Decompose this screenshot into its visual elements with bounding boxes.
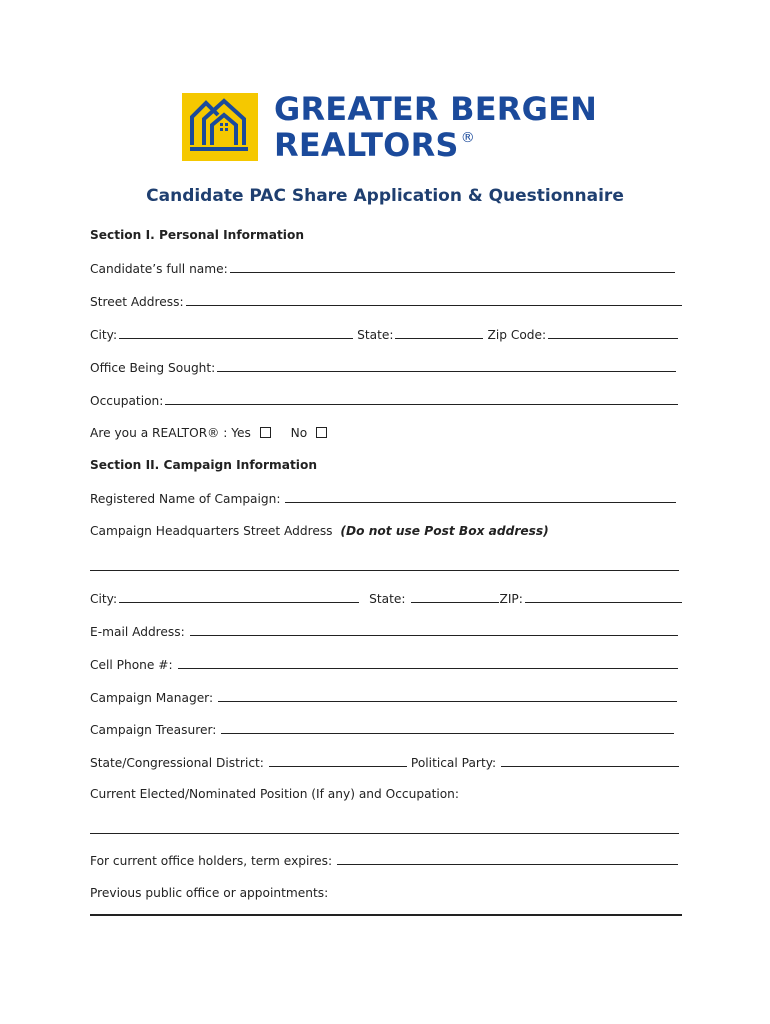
term-field[interactable] <box>337 853 678 865</box>
treasurer-label: Campaign Treasurer: <box>90 723 217 737</box>
treasurer-field[interactable] <box>221 722 674 734</box>
office-label: Office Being Sought: <box>90 361 216 375</box>
campaign-name-label: Registered Name of Campaign: <box>90 492 281 506</box>
logo-text-line2-word: REALTORS <box>274 126 459 164</box>
district-label: State/Congressional District: <box>90 756 264 770</box>
party-label: Political Party: <box>410 756 497 770</box>
logo-text-line1: GREATER BERGEN <box>274 90 598 128</box>
occupation-row <box>90 393 678 408</box>
cell-row <box>90 657 678 672</box>
party-field[interactable] <box>501 755 679 767</box>
logo-text-line2 <box>274 126 475 164</box>
campaign-city-field[interactable] <box>119 591 359 603</box>
office-field[interactable] <box>217 360 676 372</box>
house-logo-icon <box>182 93 258 161</box>
hq-address-field[interactable] <box>90 570 679 571</box>
treasurer-row <box>90 722 674 737</box>
street-label: Street Address: <box>90 295 184 309</box>
occupation-field[interactable] <box>165 393 678 405</box>
campaign-city-label: City: <box>90 592 118 606</box>
street-row <box>90 294 682 309</box>
cell-field[interactable] <box>178 657 678 669</box>
page-title: Candidate PAC Share Application & Questionnaire <box>146 186 624 206</box>
district-field[interactable] <box>269 755 407 767</box>
occupation-label: Occupation: <box>90 394 164 408</box>
manager-row <box>90 690 677 705</box>
city-state-zip-row <box>90 327 678 342</box>
manager-field[interactable] <box>218 690 677 702</box>
email-row <box>90 624 678 639</box>
campaign-state-field[interactable] <box>411 591 499 603</box>
email-label: E-mail Address: <box>90 625 185 639</box>
campaign-city-row <box>90 591 682 606</box>
full-name-field[interactable] <box>230 261 675 273</box>
zip-field[interactable] <box>548 327 678 339</box>
campaign-name-row <box>90 491 676 506</box>
full-name-row <box>90 261 675 276</box>
district-party-row <box>90 755 679 770</box>
email-field[interactable] <box>190 624 678 636</box>
full-name-label: Candidate’s full name: <box>90 262 228 276</box>
term-label: For current office holders, term expires: <box>90 854 333 868</box>
no-checkbox[interactable] <box>316 427 327 438</box>
state-field[interactable] <box>395 327 483 339</box>
yes-checkbox[interactable] <box>260 427 271 438</box>
logo <box>182 90 598 164</box>
zip-label: Zip Code: <box>487 328 547 342</box>
campaign-name-field[interactable] <box>285 491 676 503</box>
campaign-zip-label: ZIP: <box>499 592 523 606</box>
cell-label: Cell Phone #: <box>90 658 173 672</box>
hq-address-row <box>90 524 685 538</box>
city-field[interactable] <box>119 327 353 339</box>
position-label: Current Elected/Nominated Position (If any) and Occupation: <box>90 787 460 801</box>
realtor-row <box>90 426 685 440</box>
term-row <box>90 853 678 868</box>
campaign-zip-field[interactable] <box>525 591 682 603</box>
state-label: State: <box>357 328 394 342</box>
hq-address-label: Campaign Headquarters Street Address <box>90 524 333 538</box>
section-2-heading: Section II. Campaign Information <box>90 458 318 472</box>
registered-mark: ® <box>460 130 475 146</box>
hq-address-note: (Do not use Post Box address) <box>340 524 549 538</box>
manager-label: Campaign Manager: <box>90 691 214 705</box>
campaign-state-label: State: <box>369 592 406 606</box>
realtor-question: Are you a REALTOR® : Yes <box>90 426 251 440</box>
previous-office-label: Previous public office or appointments: <box>90 886 329 900</box>
bottom-divider <box>90 914 682 916</box>
street-field[interactable] <box>186 294 682 306</box>
city-label: City: <box>90 328 118 342</box>
office-row <box>90 360 676 375</box>
section-1-heading: Section I. Personal Information <box>90 228 305 242</box>
no-label: No <box>290 426 308 440</box>
position-field[interactable] <box>90 833 679 834</box>
